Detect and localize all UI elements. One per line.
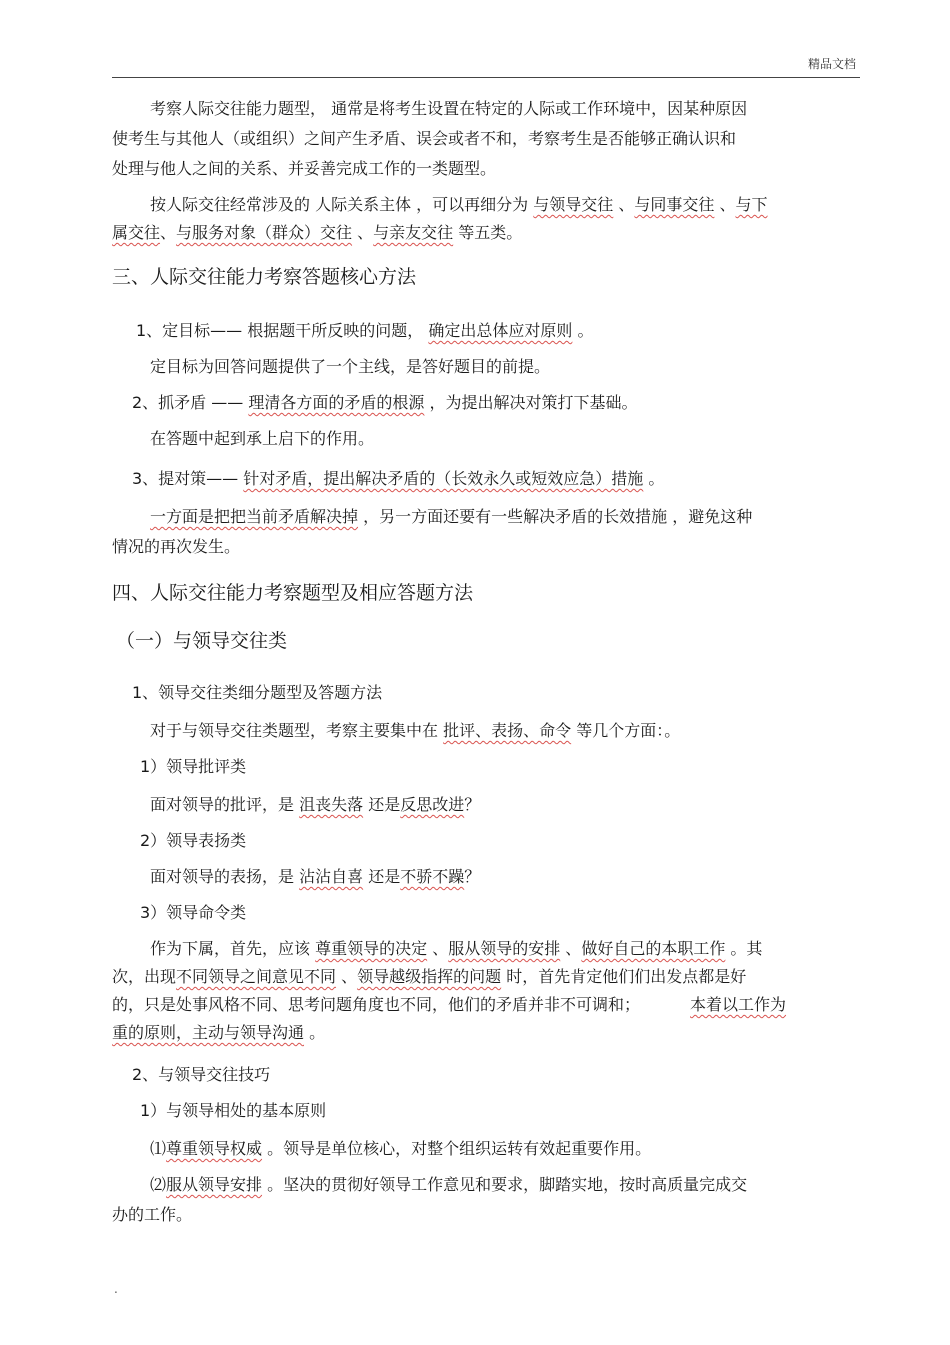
category-criticism-title: 1）领导批评类 bbox=[140, 757, 247, 776]
intro-p1-line2: 使考生与其他人（或组织）之间产生矛盾、误会或者不和，考察考生是否能够正确认识和 bbox=[112, 129, 737, 148]
method-3-note-line2: 情况的再次发生。 bbox=[112, 537, 241, 556]
principles-title: 1）与领导相处的基本原则 bbox=[140, 1101, 327, 1120]
keyword-family: 与亲友交往 bbox=[373, 223, 454, 242]
method-2-note: 在答题中起到承上启下的作用。 bbox=[150, 429, 375, 448]
category-command-line4: 重的原则，主动与领导沟通 。 bbox=[112, 1023, 326, 1042]
intro-p2-line2: 属交往、与服务对象（群众）交往 、与亲友交往 等五类。 bbox=[112, 223, 523, 242]
category-praise-text: 面对领导的表扬，是 沾沾自喜 还是不骄不躁？ bbox=[150, 867, 481, 886]
category-command-line2: 次，出现不同领导之间意见不同 、领导越级指挥的问题 时，首先肯定他们们出发点都是好 bbox=[112, 967, 747, 986]
category-command-line3: 的，只是处事风格不同、思考问题角度也不同，他们的矛盾并非不可调和； 本着以工作为 bbox=[112, 995, 787, 1014]
header-rule bbox=[112, 77, 860, 78]
subsection1-intro: 对于与领导交往类题型，考察主要集中在 批评、表扬、命令 等几个方面：。 bbox=[150, 721, 681, 740]
intro-p1-line1: 考察人际交往能力题型， 通常是将考生设置在特定的人际或工作环境中，因某种原因 bbox=[150, 99, 748, 118]
category-command-title: 3）领导命令类 bbox=[140, 903, 247, 922]
keyword-subordinate-a: 与下 bbox=[735, 195, 768, 214]
subsection1-title: 1、领导交往类细分题型及答题方法 bbox=[132, 683, 383, 702]
header-label: 精品文档 bbox=[807, 57, 856, 71]
subsection-leader-heading: （一）与领导交往类 bbox=[116, 630, 288, 652]
section4-heading: 四、人际交往能力考察题型及相应答题方法 bbox=[112, 582, 474, 604]
footer-mark: . bbox=[114, 1282, 118, 1296]
intro-p1-line3: 处理与他人之间的关系、并妥善完成工作的一类题型。 bbox=[112, 159, 497, 178]
category-praise-title: 2）领导表扬类 bbox=[140, 831, 247, 850]
keyword-colleague: 与同事交往 bbox=[634, 195, 715, 214]
category-command-line1: 作为下属，首先，应该 尊重领导的决定 、服从领导的安排 、做好自己的本职工作 。其 bbox=[150, 939, 763, 958]
method-1-note: 定目标为回答问题提供了一个主线，是答好题目的前提。 bbox=[150, 357, 551, 376]
method-3: 3、提对策—— 针对矛盾，提出解决矛盾的（长效永久或短效应急）措施 。 bbox=[132, 469, 665, 488]
section3-heading: 三、人际交往能力考察答题核心方法 bbox=[112, 266, 417, 288]
principle-2-line1: ⑵服从领导安排 。坚决的贯彻好领导工作意见和要求，脚踏实地，按时高质量完成交 bbox=[150, 1175, 748, 1194]
category-criticism-text: 面对领导的批评，是 沮丧失落 还是反思改进？ bbox=[150, 795, 481, 814]
keyword-service: 与服务对象（群众）交往 bbox=[176, 223, 353, 242]
method-2: 2、抓矛盾 —— 理清各方面的矛盾的根源 ，为提出解决对策打下基础。 bbox=[132, 393, 638, 412]
intro-p2-line1: 按人际交往经常涉及的 人际关系主体 ，可以再细分为 与领导交往 、与同事交往 、与下 bbox=[150, 195, 768, 214]
principle-1: ⑴尊重领导权威 。领导是单位核心，对整个组织运转有效起重要作用。 bbox=[150, 1139, 652, 1158]
principle-2-line2: 办的工作。 bbox=[112, 1205, 193, 1224]
subsection2-title: 2、与领导交往技巧 bbox=[132, 1065, 271, 1084]
method-3-note-line1: 一方面是把把当前矛盾解决掉 ，另一方面还要有一些解决矛盾的长效措施 ，避免这种 bbox=[150, 507, 753, 526]
keyword-leader: 与领导交往 bbox=[533, 195, 614, 214]
method-1: 1、定目标—— 根据题干所反映的问题， 确定出总体应对原则 。 bbox=[136, 321, 594, 340]
keyword-subordinate-b: 属交往 bbox=[112, 223, 161, 242]
